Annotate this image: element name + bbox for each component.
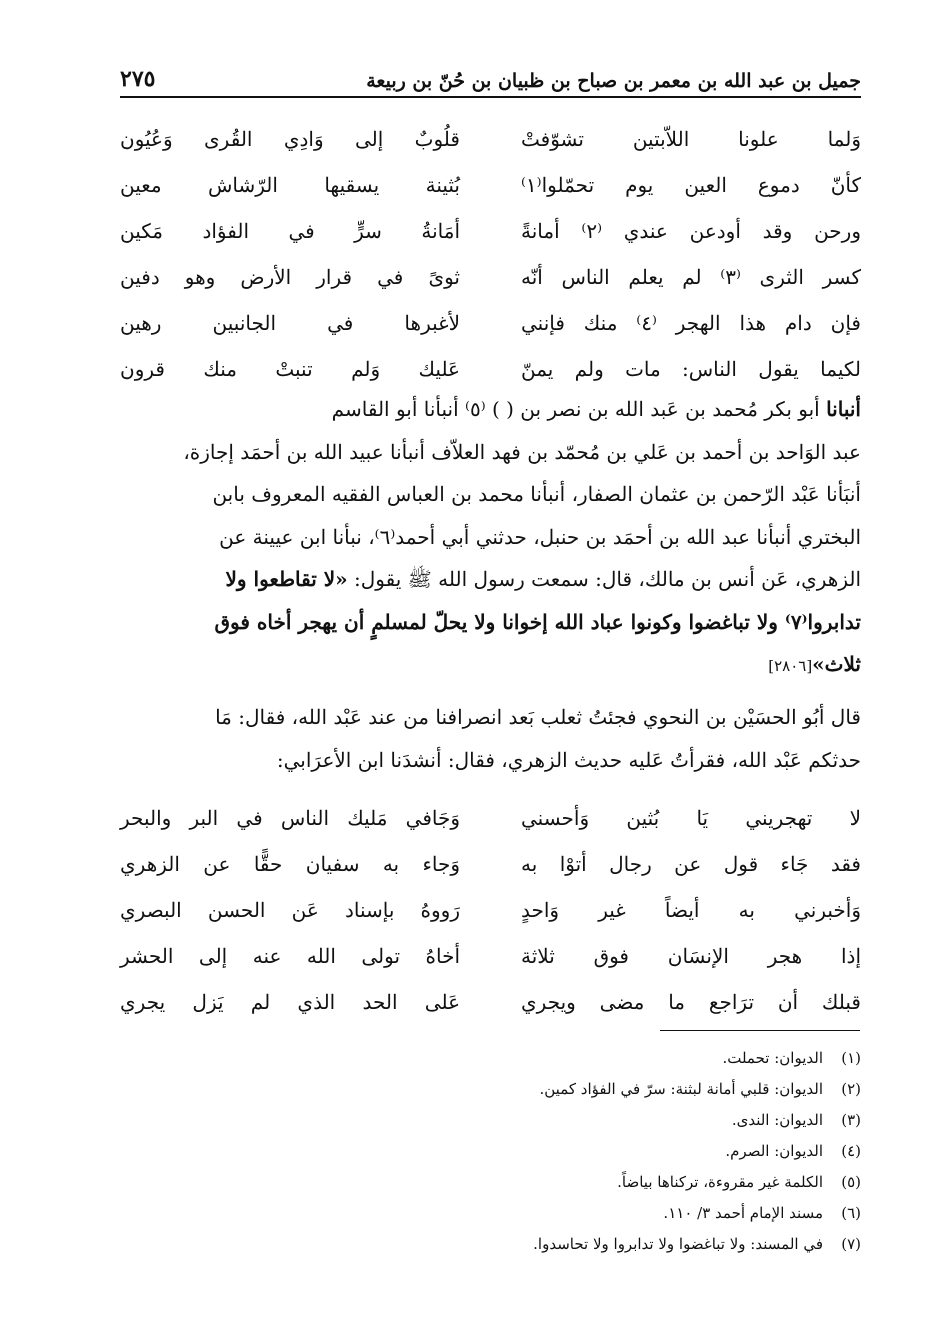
footnote: (١)الديوان: تحملت. — [722, 1049, 861, 1067]
page-header — [120, 58, 861, 98]
hemistich-left: عَلى الحد الذي لم يَزل يجري — [120, 990, 460, 1014]
hemistich-right: وَأخبرني به أيضاً غير وَاحدٍ — [521, 898, 861, 922]
poem-block-2 — [120, 795, 861, 1025]
poem-verse — [120, 208, 861, 254]
prose-line: أنبَأنا عَبْد الرّحمن بن عثمان الصفار، أنبأنا محمد بن العباس الفقيه المعروف بابن — [212, 482, 861, 506]
poem-verse — [120, 346, 861, 392]
prose-line — [120, 643, 861, 688]
isnad-lead: أنبانا — [826, 397, 861, 421]
prose-line: قال أبُو الحسَيْن بن النحوي فجئتُ ثعلب بَعد انصرافنا من عند عَبْد الله، فقال: مَا — [215, 705, 861, 729]
hemistich-right: فإن دام هذا الهجر ⁽٤⁾ منك فإنني — [521, 311, 861, 335]
prose-line: الزهري، عَن أنس بن مالك، قال: سمعت رسول الله ﷺ يقول: «لا تقاطعوا ولا — [225, 567, 861, 591]
hemistich-right: كأنّ دموع العين يوم تحمّلوا⁽١⁾ — [521, 173, 861, 197]
footnote: (٤)الديوان: الصرم. — [725, 1142, 861, 1160]
hadith-paragraph — [120, 388, 861, 688]
page-number: ٢٧٥ — [120, 66, 156, 92]
poem-verse — [120, 887, 861, 933]
narration-paragraph — [120, 696, 861, 781]
hadith-text: «لا تقاطعوا ولا — [225, 567, 348, 591]
footnote-separator — [660, 1030, 860, 1031]
poem-verse — [120, 933, 861, 979]
running-title: جميل بن عبد الله بن معمر بن صباح بن ظبيان بن حُنّ بن ربيعة — [366, 70, 861, 92]
hemistich-right: قبلك أن ترَاجع ما مضى ويجري — [521, 990, 861, 1014]
footnotes — [120, 1043, 861, 1260]
hemistich-right: لا تهجريني يَا بُثين وَأحسني — [521, 806, 861, 830]
poem-verse — [120, 300, 861, 346]
hemistich-right: كسر الثرى ⁽٣⁾ لم يعلم الناس أنّه — [521, 265, 861, 289]
hemistich-left: ثوىً في قرار الأرض وهو دفين — [120, 265, 460, 289]
prose-line: أنبانا أبو بكر مُحمد بن عَبد الله بن نصر بن ( ) ⁽٥⁾ أنبأنا أبو القاسم — [331, 397, 861, 421]
hemistich-left: أمَانةُ سرٍّ في الفؤاد مَكين — [120, 219, 460, 243]
hemistich-right: ورحن وقد أودعن عندي ⁽٢⁾ أمانةً — [521, 219, 861, 243]
footnote: (٦)مسند الإمام أحمد ٣/ ١١٠. — [663, 1204, 861, 1222]
poem-block-1 — [120, 116, 861, 392]
prose-line: حدثكم عَبْد الله، فقرأتُ عَليه حديث الزهري، فقال: أنشدَنا ابن الأعرَابي: — [276, 747, 861, 772]
poem-verse — [120, 841, 861, 887]
prose-line: عبد الوَاحد بن أحمد بن عَلي بن مُحمّد بن فهد العلاّف أنبأنا عبيد الله بن أحمَد إجازة، — [183, 439, 861, 464]
hemistich-left: رَووهُ بإسناد عَن الحسن البصري — [120, 898, 460, 922]
hadith-text: ثلاث» — [812, 652, 861, 676]
hadith-text: تدابروا⁽٧⁾ ولا تباغضوا وكونوا عباد الله إخوانا ولا يحلّ لمسلمٍ أن يهجر أخاه فوق — [214, 609, 861, 634]
footnote: (٥)الكلمة غير مقروءة، تركناها بياضاً. — [617, 1173, 861, 1191]
poem-verse — [120, 116, 861, 162]
hemistich-left: أخاهُ تولى الله عنه إلى الحشر — [120, 944, 460, 968]
prose-line: البختري أنبأنا عبد الله بن أحمَد بن حنبل، حدثني أبي أحمد⁽٦⁾، نبأنا ابن عيينة عن — [219, 524, 861, 549]
hemistich-left: عَليك وَلم تنبتْ منك قرون — [120, 357, 460, 381]
poem-verse — [120, 795, 861, 841]
hemistich-right: فقد جَاء قول عن رجال أتوْا به — [521, 852, 861, 876]
hemistich-right: لكيما يقول الناس: مات ولم يمنّ — [521, 357, 861, 381]
hemistich-left: وَجَافي مَليك الناس في البر والبحر — [120, 806, 460, 830]
hemistich-left: لأغبرها في الجانبين رهين — [120, 311, 460, 335]
footnote: (٢)الديوان: قلبي أمانة لبثنة: سرّ في الفؤاد كمين. — [539, 1080, 861, 1098]
poem-verse — [120, 162, 861, 208]
footnote: (٣)الديوان: الندى. — [731, 1111, 861, 1129]
hemistich-left: قلُوبٌ إلى وَادِي القُرى وَعُيُون — [120, 127, 460, 151]
poem-verse — [120, 254, 861, 300]
poem-verse — [120, 979, 861, 1025]
reference-number: [٢٨٠٦] — [768, 657, 813, 675]
hemistich-left: بُثينة يسقيها الرّشاش معين — [120, 173, 460, 197]
hemistich-left: وَجاء به سفيان حقًّا عن الزهري — [120, 852, 460, 876]
footnote: (٧)في المسند: ولا تباغضوا ولا تدابروا ولا تحاسدوا. — [533, 1235, 861, 1253]
hemistich-right: إذا هجر الإنسَان فوق ثلاثة — [521, 944, 861, 968]
hemistich-right: وَلما علونا اللاّبتين تشوّفتْ — [521, 127, 861, 151]
